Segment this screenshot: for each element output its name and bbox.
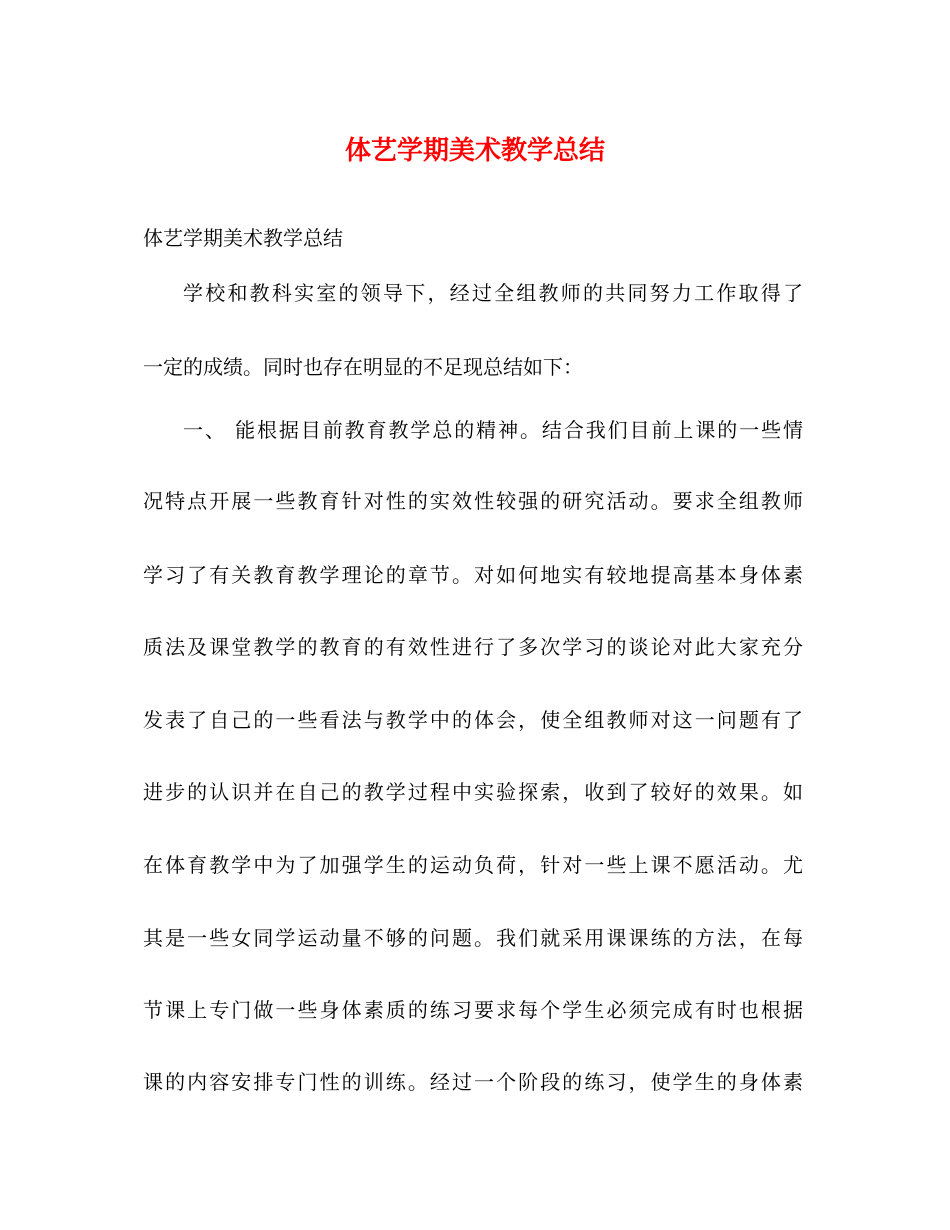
document-subtitle: 体艺学期美术教学总结 [143,226,343,250]
body-line: 学校和教科实室的领导下，经过全组教师的共同努力工作取得了 [183,281,803,305]
document-title: 体艺学期美术教学总结 [344,136,605,166]
body-line: 况特点开展一些教育针对性的实效性较强的研究活动。要求全组教师 [143,489,803,513]
body-line: 发表了自己的一些看法与教学中的体会，使全组教师对这一问题有了 [143,708,803,732]
body-line: 学习了有关教育教学理论的章节。对如何地实有较地提高基本身体素 [143,563,803,587]
body-line: 其是一些女同学运动量不够的问题。我们就采用课课练的方法，在每 [143,926,803,950]
body-line: 质法及课堂教学的教育的有效性进行了多次学习的谈论对此大家充分 [143,635,803,659]
body-line: 节课上专门做一些身体素质的练习要求每个学生必须完成有时也根据 [143,998,803,1022]
body-line: 一、 能根据目前教育教学总的精神。结合我们目前上课的一些情 [183,418,803,442]
body-line: 课的内容安排专门性的训练。经过一个阶段的练习，使学生的身体素 [143,1070,803,1094]
body-line: 一定的成绩。同时也存在明显的不足现总结如下： [143,355,583,379]
body-line: 进步的认识并在自己的教学过程中实验探索，收到了较好的效果。如 [143,780,803,804]
body-line: 在体育教学中为了加强学生的运动负荷，针对一些上课不愿活动。尤 [143,853,803,877]
